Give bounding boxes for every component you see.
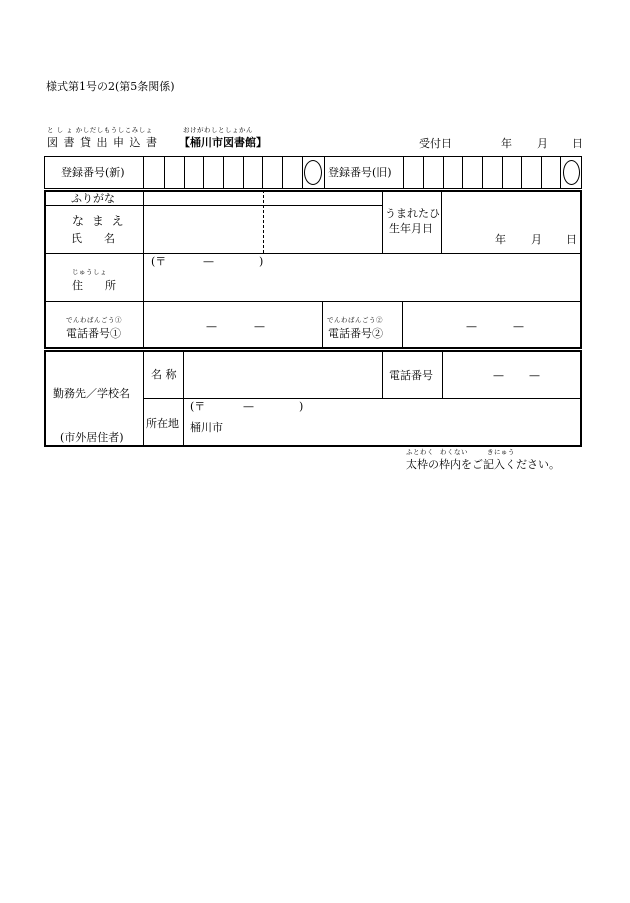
phone1-dash-1: —	[206, 320, 217, 333]
receipt-year: 年	[501, 137, 512, 150]
workplace-phone-dash-2: —	[529, 369, 540, 382]
check-digit-oval-old[interactable]	[563, 160, 580, 185]
footer-note: 太枠の枠内をご記入ください。	[406, 458, 560, 471]
birth-label: 生年月日	[389, 222, 433, 235]
name-ruby: な ま え	[72, 214, 126, 228]
reg-old-label: 登録番号(旧)	[328, 166, 392, 179]
workplace-phone-label: 電話番号	[389, 369, 433, 382]
title-ruby: と し ょ かしだしもうしこみしょ	[47, 126, 153, 134]
phone1-dash-2: —	[254, 320, 265, 333]
workplace-name-field[interactable]	[185, 352, 381, 397]
birth-day: 日	[566, 233, 577, 246]
receipt-month: 月	[537, 137, 548, 150]
library-name: 【桶川市図書館】	[179, 136, 267, 149]
birth-year: 年	[495, 233, 506, 246]
phone2-label: 電話番号②	[328, 327, 383, 340]
form-number: 様式第1号の2(第5条関係)	[46, 80, 175, 93]
form-title: 図 書 貸 出 申 込 書	[47, 136, 158, 149]
workplace-postal-close: )	[299, 400, 304, 413]
name-label: 氏 名	[71, 232, 115, 245]
phone1-ruby: でんわばんごう①	[66, 316, 122, 324]
receipt-day: 日	[572, 137, 583, 150]
workplace-name-label: 名 称	[151, 368, 177, 381]
birth-month: 月	[531, 233, 542, 246]
workplace-city: 桶川市	[190, 421, 223, 434]
address-label: 住 所	[72, 279, 116, 292]
address-postal-close: )	[259, 255, 264, 268]
phone1-label: 電話番号①	[66, 327, 121, 340]
receipt-date-label: 受付日	[419, 137, 452, 150]
workplace-postal-open: (〒	[190, 400, 206, 413]
furigana-field[interactable]	[145, 192, 381, 204]
address-field[interactable]	[145, 255, 580, 300]
workplace-label: 勤務先／学校名	[53, 387, 130, 400]
workplace-postal-dash: —	[243, 400, 254, 413]
phone1-field[interactable]	[145, 303, 321, 348]
workplace-location-label: 所在地	[146, 417, 179, 430]
birth-ruby: うまれたひ	[385, 207, 440, 220]
address-postal-open: (〒	[151, 255, 167, 268]
reg-new-label: 登録番号(新)	[61, 166, 125, 179]
workplace-sub-label: (市外居住者)	[60, 431, 124, 444]
workplace-phone-dash-1: —	[493, 369, 504, 382]
check-digit-oval-new[interactable]	[304, 160, 322, 185]
address-postal-dash: —	[203, 255, 214, 268]
phone2-ruby: でんわばんごう②	[327, 316, 383, 324]
footer-ruby-1: ふとわく	[406, 448, 434, 456]
phone2-field[interactable]	[404, 303, 580, 348]
phone2-dash-1: —	[466, 320, 477, 333]
library-ruby: おけがわしとしょかん	[183, 126, 253, 134]
footer-ruby-2: わくない	[440, 448, 468, 456]
footer-ruby-3: きにゅう	[487, 448, 515, 456]
name-field[interactable]	[145, 207, 381, 252]
address-ruby: じゅうしょ	[72, 268, 107, 276]
workplace-location-field[interactable]	[185, 400, 580, 445]
birth-date-field[interactable]	[443, 192, 580, 252]
workplace-phone-field[interactable]	[444, 352, 580, 397]
furigana-label: ふりがな	[71, 192, 115, 205]
phone2-dash-2: —	[513, 320, 524, 333]
